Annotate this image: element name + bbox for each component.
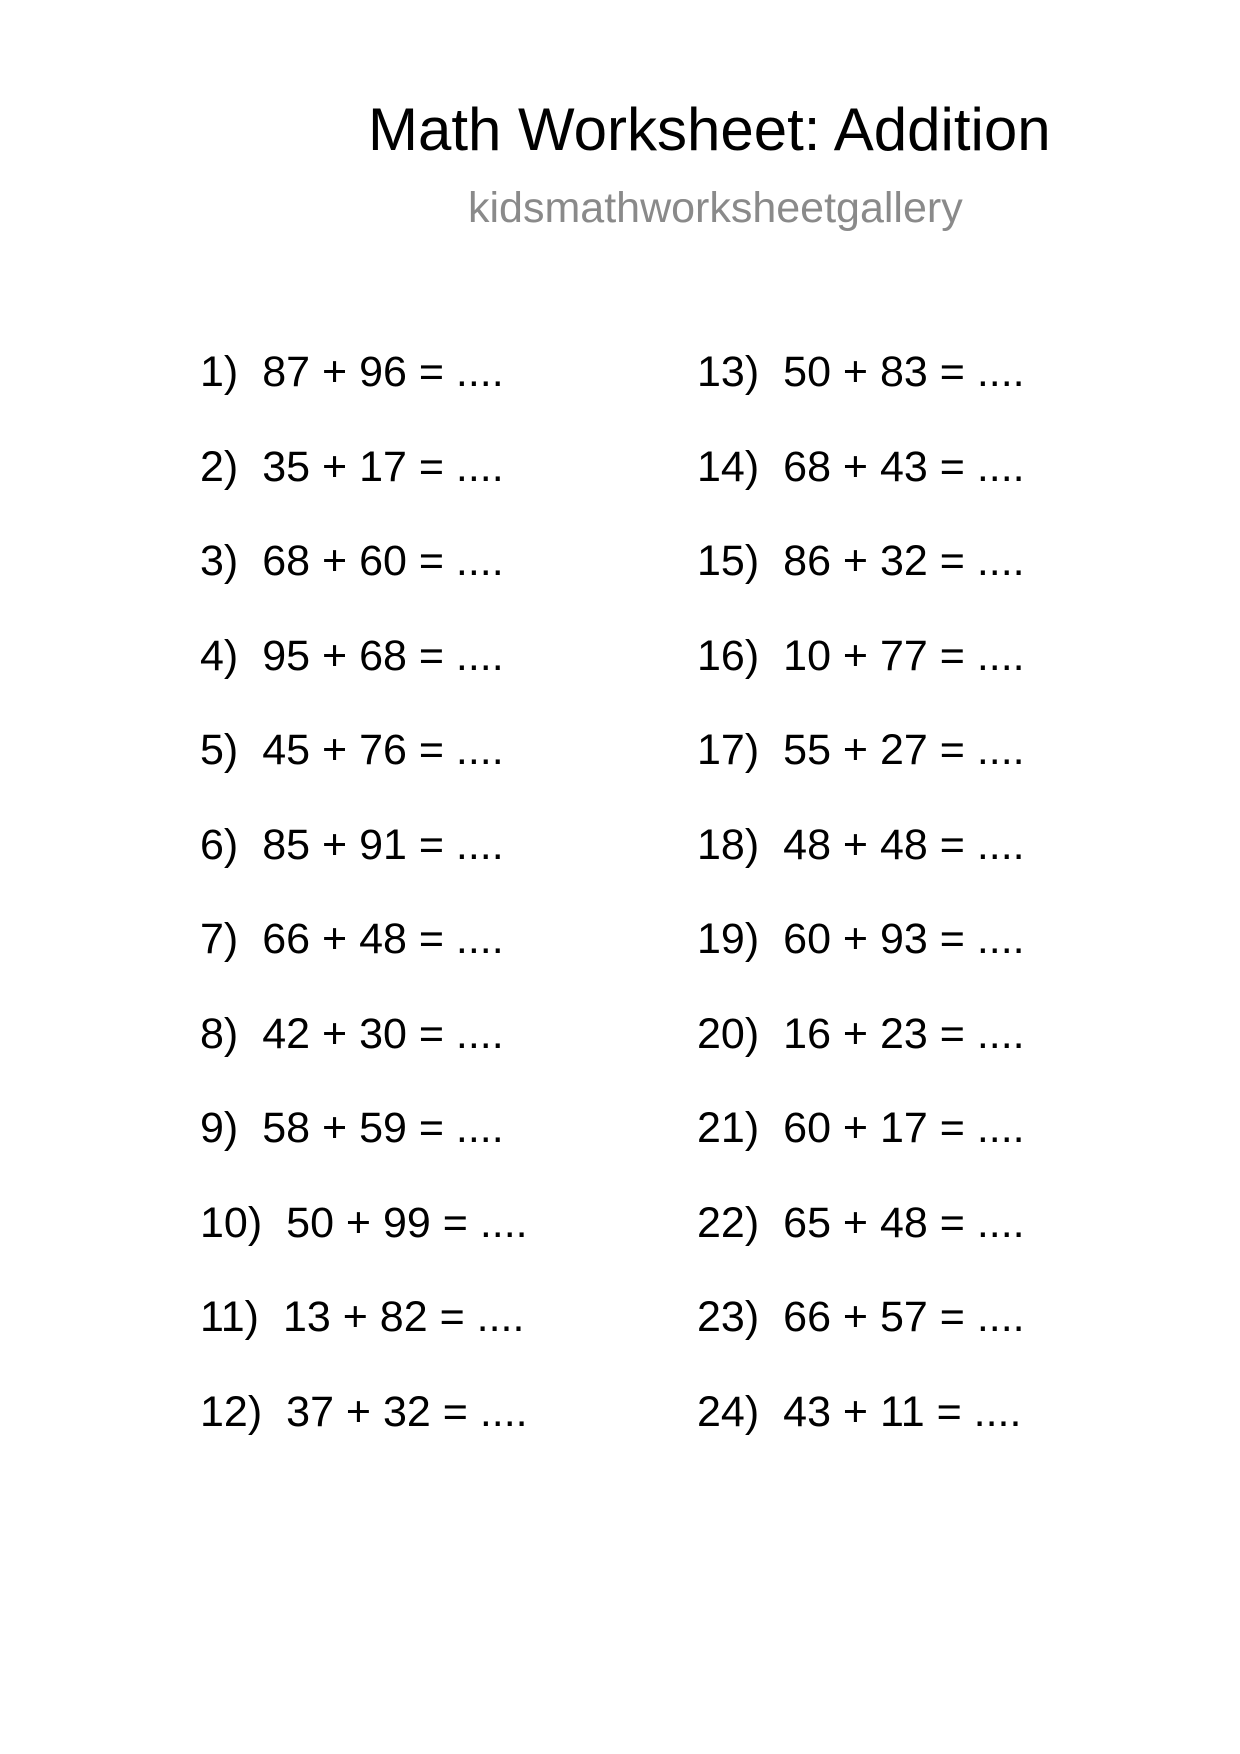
problem-number: 5)	[200, 726, 239, 774]
problem-item	[200, 1102, 528, 1197]
problem-number: 19)	[697, 915, 760, 963]
problem-expression: 42 + 30 = ....	[262, 1009, 504, 1058]
problem-number: 11)	[200, 1293, 259, 1341]
problem-number: 1)	[200, 348, 239, 396]
problem-item	[697, 1197, 1025, 1292]
problem-number: 2)	[200, 442, 239, 491]
problem-expression: 68 + 43 = ....	[783, 442, 1025, 491]
problem-expression: 16 + 23 = ....	[783, 1009, 1025, 1058]
problem-expression: 10 + 77 = ....	[783, 631, 1025, 680]
problem-item	[697, 913, 1025, 1008]
problem-item	[697, 630, 1025, 725]
problem-item	[200, 724, 528, 819]
problem-expression: 60 + 17 = ....	[783, 1104, 1025, 1152]
problem-expression: 48 + 48 = ....	[783, 820, 1025, 869]
problem-item	[200, 346, 528, 441]
problem-item	[200, 1197, 528, 1292]
problem-number: 6)	[200, 820, 239, 869]
problem-number: 24)	[697, 1387, 760, 1436]
page-title: Math Worksheet: Addition	[368, 96, 1051, 163]
problem-number: 21)	[697, 1104, 760, 1152]
problem-expression: 65 + 48 = ....	[783, 1198, 1025, 1247]
problem-item	[200, 441, 528, 536]
problem-number: 10)	[200, 1198, 263, 1247]
problem-number: 16)	[697, 631, 760, 680]
problem-expression: 66 + 57 = ....	[783, 1293, 1025, 1341]
problem-item	[697, 346, 1025, 441]
problem-expression: 87 + 96 = ....	[262, 348, 504, 396]
problem-item	[697, 441, 1025, 536]
problem-number: 8)	[200, 1009, 239, 1058]
problem-item	[200, 1291, 528, 1386]
problem-number: 3)	[200, 537, 239, 585]
problem-item	[697, 1291, 1025, 1386]
problem-item	[200, 913, 528, 1008]
problem-item	[200, 630, 528, 725]
problem-expression: 66 + 48 = ....	[262, 915, 504, 963]
problem-number: 9)	[200, 1104, 239, 1152]
problem-expression: 68 + 60 = ....	[262, 537, 504, 585]
problem-expression: 60 + 93 = ....	[783, 915, 1025, 963]
problem-column-right	[697, 346, 1025, 1480]
problem-number: 22)	[697, 1198, 760, 1247]
problem-item	[200, 819, 528, 914]
problem-item	[200, 1008, 528, 1103]
site-subtitle: kidsmathworksheetgallery	[468, 184, 963, 232]
problem-expression: 95 + 68 = ....	[262, 631, 504, 680]
problem-number: 18)	[697, 820, 760, 869]
problem-number: 15)	[697, 537, 760, 585]
problem-expression: 43 + 11 = ....	[783, 1387, 1022, 1436]
problem-column-left	[200, 346, 528, 1480]
problem-item	[697, 1008, 1025, 1103]
problem-expression: 50 + 99 = ....	[286, 1198, 528, 1247]
problem-expression: 85 + 91 = ....	[262, 820, 504, 869]
problem-number: 4)	[200, 631, 239, 680]
problem-expression: 37 + 32 = ....	[286, 1387, 528, 1436]
problem-expression: 45 + 76 = ....	[262, 726, 504, 774]
problem-number: 20)	[697, 1009, 760, 1058]
problem-expression: 86 + 32 = ....	[783, 537, 1025, 585]
problem-expression: 13 + 82 = ....	[282, 1293, 525, 1341]
problem-number: 14)	[697, 442, 760, 491]
problem-item	[697, 724, 1025, 819]
problem-number: 23)	[697, 1293, 760, 1341]
problem-number: 13)	[697, 348, 760, 396]
problem-expression: 55 + 27 = ....	[783, 726, 1025, 774]
problem-expression: 35 + 17 = ....	[262, 442, 504, 491]
problem-item	[200, 1386, 528, 1481]
problem-item	[697, 535, 1025, 630]
problem-item	[200, 535, 528, 630]
problem-number: 17)	[697, 726, 760, 774]
problem-item	[697, 819, 1025, 914]
problem-expression: 58 + 59 = ....	[262, 1104, 504, 1152]
problem-item	[697, 1102, 1025, 1197]
problem-expression: 50 + 83 = ....	[783, 348, 1025, 396]
problem-number: 12)	[200, 1387, 263, 1436]
problem-item	[697, 1386, 1025, 1481]
problem-number: 7)	[200, 915, 239, 963]
